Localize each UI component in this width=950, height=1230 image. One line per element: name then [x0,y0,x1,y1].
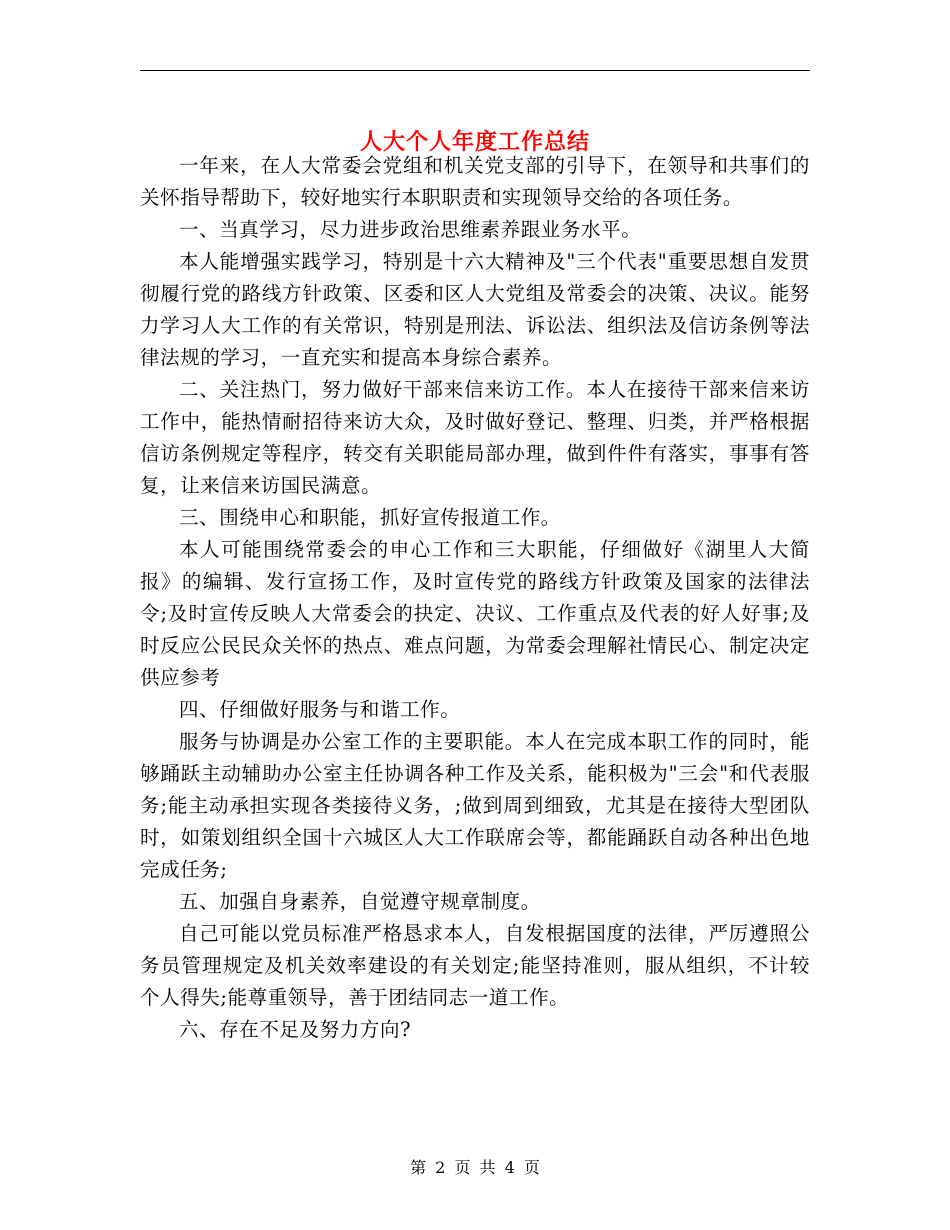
section-heading-1: 一、当真学习，尽力进步政治思维素养跟业务水平。 [179,218,642,241]
document-title: 人大个人年度工作总结 [359,128,590,155]
paragraph-4: 服务与协调是办公室工作的主要职能。本人在完成本职工作的同时，能够踊跃主动辅助办公室主任协调各种工作及关系，能积极为"三会"和代表服务;能主动承担实现各类接待义务，;做到周到细致，尤其是在接待大型团队时，如策划组织全国十六城区人大工作联席会等，都能踊跃自动各种出色地完成任务; [140,730,810,881]
section-heading-4: 四、仔细做好服务与和谐工作。 [179,698,461,721]
paragraph-1: 本人能增强实践学习，特别是十六大精神及"三个代表"重要思想自发贯彻履行党的路线方针政策、区委和区人大党组及常委会的决策、决议。能努力学习人大工作的有关常识，特别是刑法、诉讼法、组织法及信访条例等法律法规的学习，一直充实和提高本身综合素养。 [140,250,810,369]
paragraph-3: 本人可能围绕常委会的申心工作和三大职能，仔细做好《湖里人大简报》的编辑、发行宣扬工作，及时宣传党的路线方针政策及国家的法律法令;及时宣传反映人大常委会的抉定、决议、工作重点及代表的好人好事;及时反应公民民众关怀的热点、难点问题，为常委会理解社情民心、制定决定供应参考 [140,538,810,689]
section-heading-3: 三、围绕申心和职能，抓好宣传报道工作。 [179,506,561,529]
paragraph-intro: 一年来，在人大常委会党组和机关党支部的引导下，在领导和共事们的关怀指导帮助下，较好地实行本职职责和实现领导交给的各项任务。 [140,154,810,209]
document-body [140,150,810,1046]
page-number: 第 2 页 共 4 页 [410,1158,540,1177]
paragraph-5: 自己可能以党员标准严格恳求本人，自发根据国度的法律，严厉遵照公务员管理规定及机关效率建设的有关划定;能坚持准则，服从组织，不计较个人得失;能尊重领导，善于团结同志一道工作。 [140,922,810,1009]
section-heading-6: 六、存在不足及努力方向? [179,1018,412,1041]
section-heading-5: 五、加强自身素养，自觉遵守规章制度。 [179,890,541,913]
header-rule [140,70,810,71]
section-heading-2: 二、关注热门，努力做好干部来信来访工作。本人在接待干部来信来访工作中，能热情耐招待来访大众，及时做好登记、整理、归类，并严格根据信访条例规定等程序，转交有关职能局部办理，做到件件有落实，事事有答复，让来信来访国民满意。 [140,378,810,497]
